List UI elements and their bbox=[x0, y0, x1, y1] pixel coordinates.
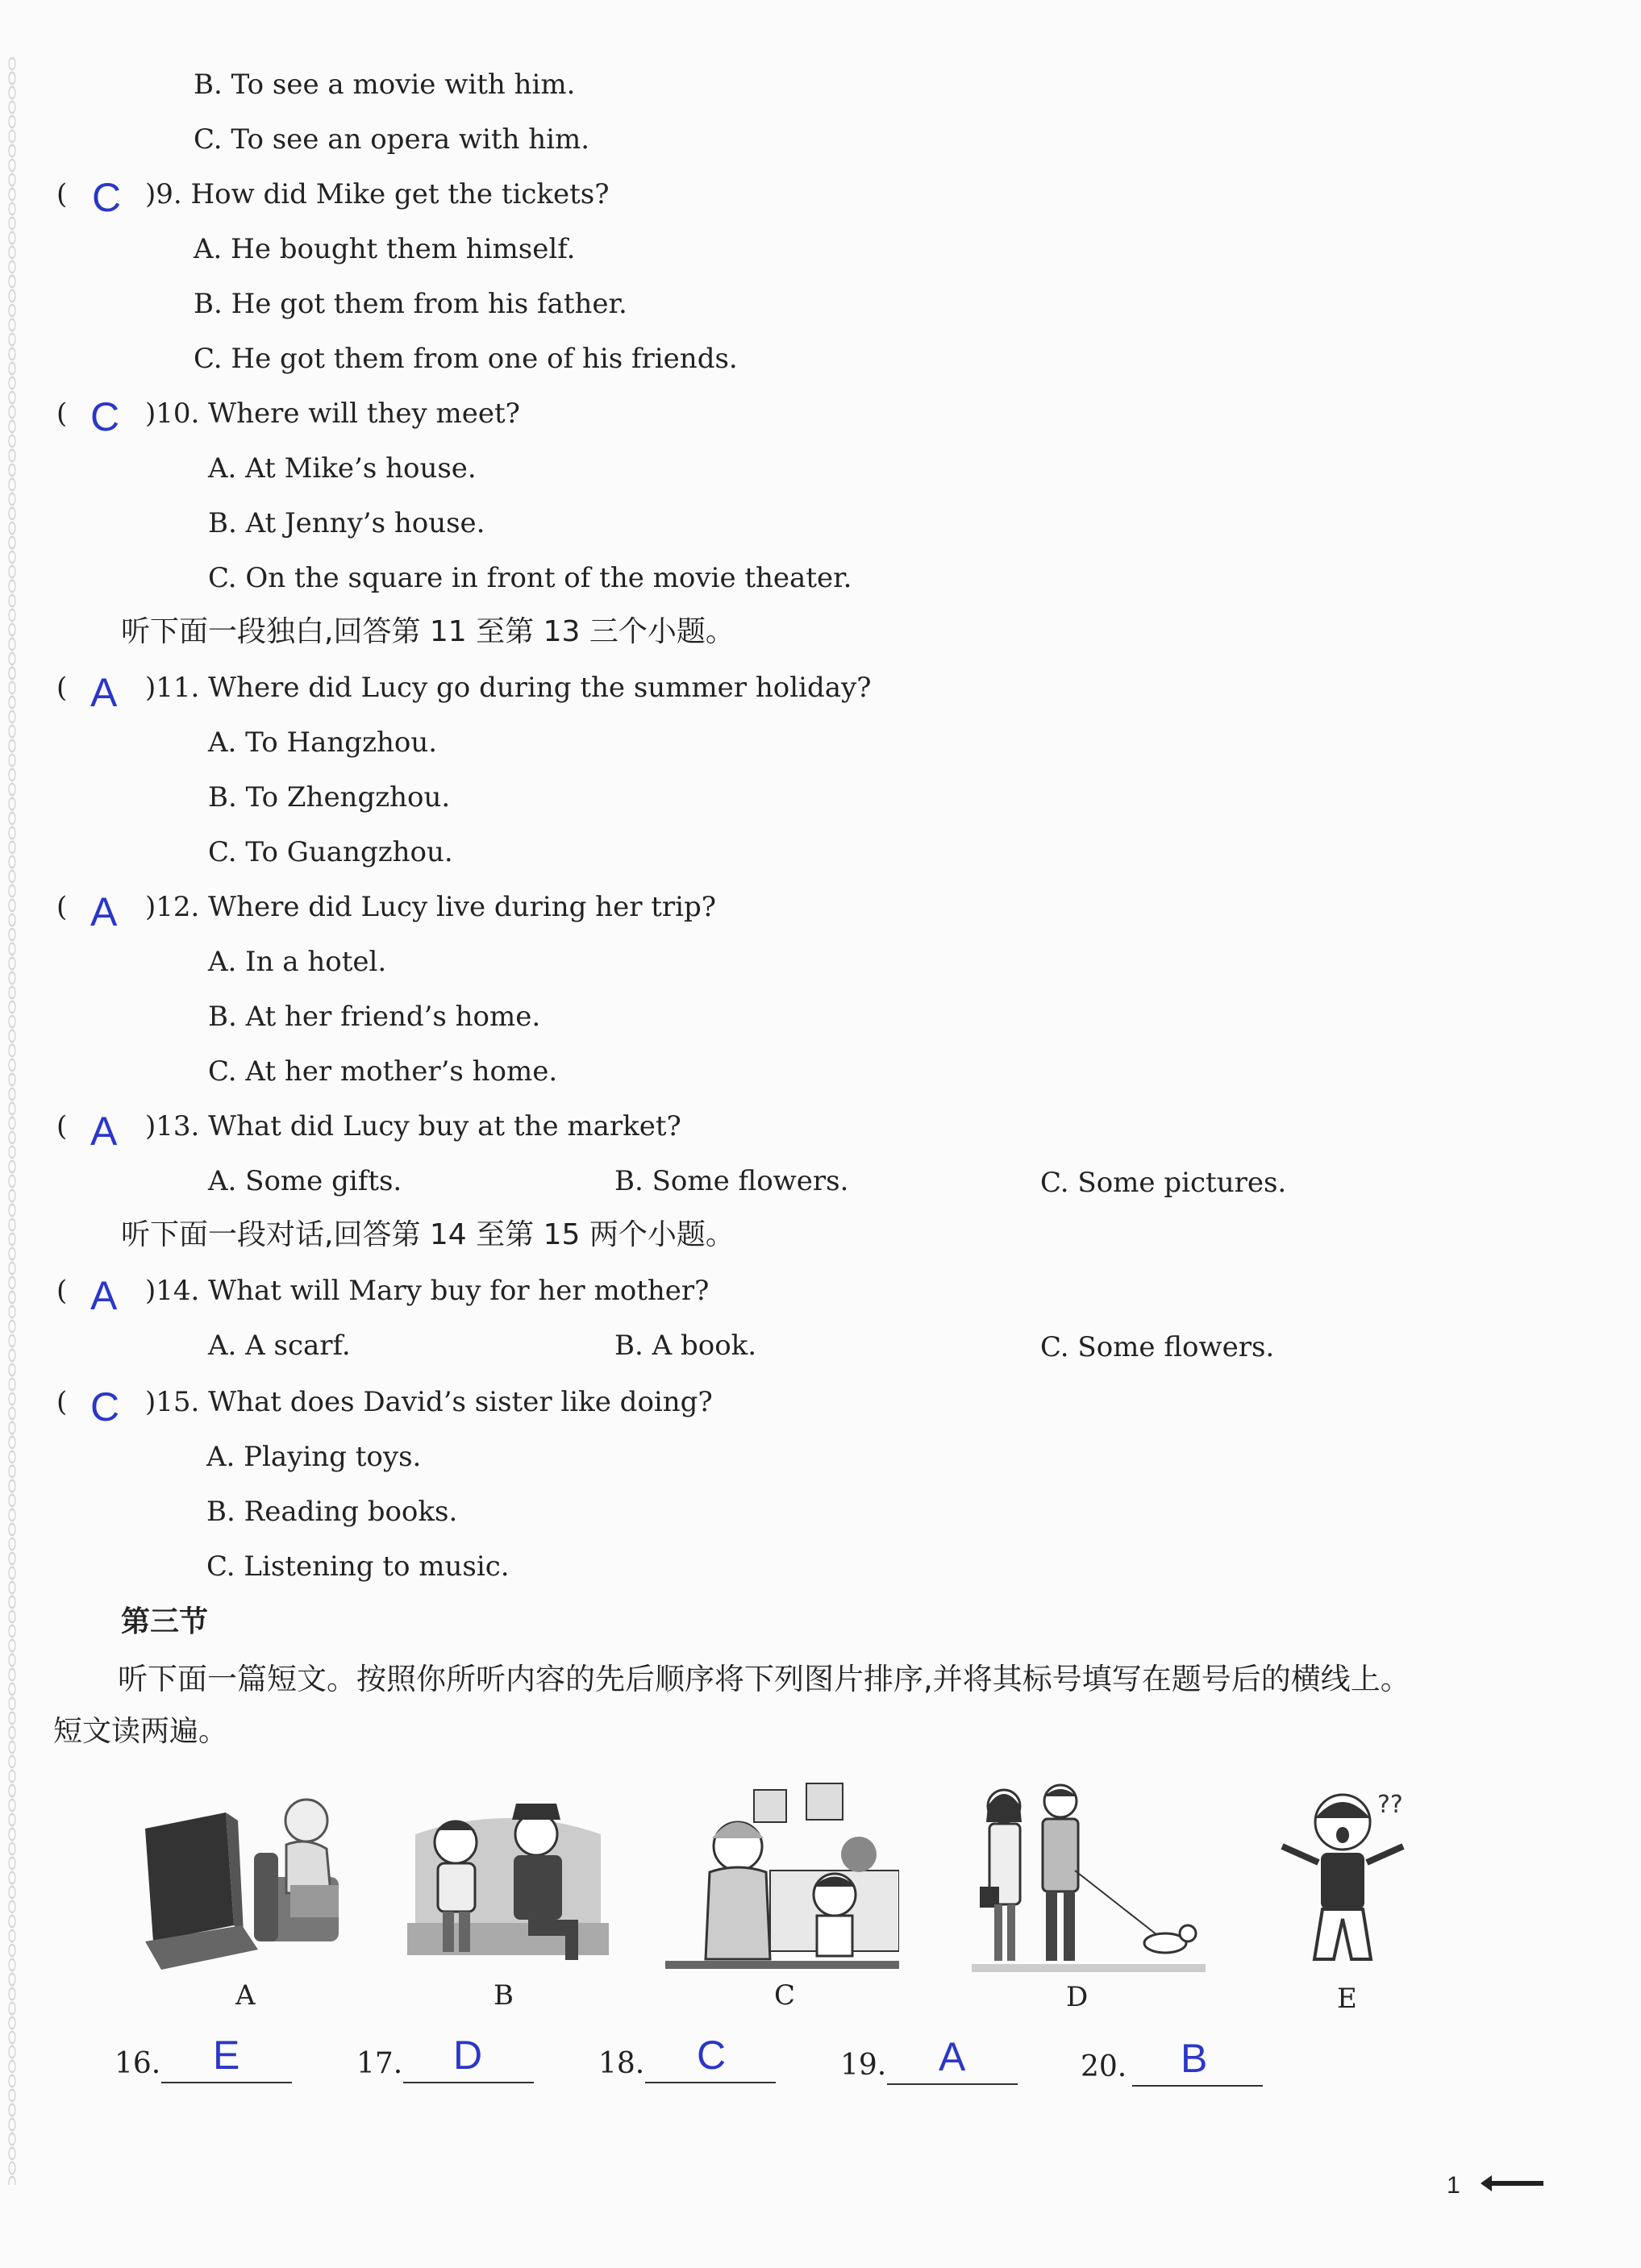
svg-text:??: ?? bbox=[1377, 1791, 1403, 1819]
picture-e-label: E bbox=[1337, 1983, 1357, 2015]
q14-option-b: B. A book. bbox=[614, 1330, 757, 1362]
answer-14: A bbox=[90, 1273, 118, 1318]
q15-option-b: B. Reading books. bbox=[206, 1496, 458, 1528]
open-paren: ( bbox=[56, 672, 68, 704]
picture-a-label: A bbox=[235, 1979, 256, 2012]
question-15: )15. What does David’s sister like doing? bbox=[145, 1386, 713, 1418]
section3-instruction-line1: 听下面一篇短文。按照你所听内容的先后顺序将下列图片排序,并将其标号填写在题号后的横线上。 bbox=[118, 1662, 1410, 1696]
section3-instruction-line2: 短文读两遍。 bbox=[53, 1715, 228, 1748]
open-paren: ( bbox=[56, 891, 68, 923]
blank-18-line bbox=[645, 2082, 776, 2083]
blank-18-answer: C bbox=[697, 2033, 727, 2078]
blank-19-number: 19. bbox=[840, 2049, 887, 2082]
answer-12: A bbox=[90, 889, 118, 934]
picture-c-label: C bbox=[774, 1979, 796, 2012]
answer-13: A bbox=[90, 1109, 118, 1154]
picture-d-couple-walking-dog bbox=[972, 1782, 1206, 1975]
q13-option-b: B. Some flowers. bbox=[614, 1165, 849, 1197]
question-12: )12. Where did Lucy live during her trip? bbox=[145, 891, 717, 923]
open-paren: ( bbox=[56, 397, 68, 430]
blank-17-answer: D bbox=[453, 2033, 483, 2078]
picture-b-label: B bbox=[494, 1979, 514, 2012]
blank-20-number: 20. bbox=[1081, 2050, 1127, 2083]
open-paren: ( bbox=[56, 178, 68, 210]
blank-19-line bbox=[887, 2083, 1018, 2085]
q9-option-b: B. He got them from his father. bbox=[194, 288, 627, 320]
q8-option-c: C. To see an opera with him. bbox=[194, 123, 590, 156]
blank-20-line bbox=[1132, 2085, 1263, 2087]
picture-e-confused-person bbox=[1266, 1782, 1427, 1975]
blank-19-answer: A bbox=[939, 2034, 966, 2079]
q9-option-a: A. He bought them himself. bbox=[194, 233, 576, 265]
binding-edge bbox=[5, 56, 19, 2185]
q12-option-c: C. At her mother’s home. bbox=[208, 1055, 558, 1088]
section3-title: 第三节 bbox=[121, 1605, 209, 1638]
page-number: 1 bbox=[1447, 2172, 1460, 2199]
q13-option-a: A. Some gifts. bbox=[208, 1165, 402, 1197]
picture-c-grandma-and-boy bbox=[665, 1782, 899, 1975]
q10-option-b: B. At Jenny’s house. bbox=[208, 507, 485, 539]
answer-9: C bbox=[92, 175, 122, 220]
q13-option-c: C. Some pictures. bbox=[1040, 1167, 1287, 1199]
blank-17-line bbox=[403, 2082, 534, 2083]
blank-17-number: 17. bbox=[356, 2047, 403, 2080]
question-14: )14. What will Mary buy for her mother? bbox=[145, 1275, 710, 1307]
q11-option-c: C. To Guangzhou. bbox=[208, 836, 453, 868]
q11-option-b: B. To Zhengzhou. bbox=[208, 781, 451, 814]
blank-18-number: 18. bbox=[598, 2047, 645, 2080]
picture-d-label: D bbox=[1066, 1981, 1089, 2013]
q15-option-a: A. Playing toys. bbox=[206, 1441, 422, 1473]
question-11: )11. Where did Lucy go during the summer holiday? bbox=[145, 672, 872, 704]
blank-16-number: 16. bbox=[115, 2047, 161, 2080]
question-13: )13. What did Lucy buy at the market? bbox=[145, 1110, 681, 1142]
q14-option-c: C. Some flowers. bbox=[1040, 1331, 1275, 1363]
q12-option-b: B. At her friend’s home. bbox=[208, 1001, 541, 1033]
q10-option-a: A. At Mike’s house. bbox=[208, 452, 477, 485]
instruction-monologue: 听下面一段独白,回答第 11 至第 13 三个小题。 bbox=[121, 615, 735, 648]
blank-16-line bbox=[161, 2082, 292, 2083]
left-arrow-icon bbox=[1481, 2174, 1545, 2193]
q11-option-a: A. To Hangzhou. bbox=[208, 726, 438, 759]
open-paren: ( bbox=[56, 1110, 68, 1142]
answer-11: A bbox=[90, 670, 118, 715]
question-9: )9. How did Mike get the tickets? bbox=[145, 178, 610, 210]
blank-20-answer: B bbox=[1181, 2036, 1208, 2081]
answer-10: C bbox=[90, 394, 120, 439]
q15-option-c: C. Listening to music. bbox=[206, 1550, 510, 1583]
question-10: )10. Where will they meet? bbox=[145, 397, 520, 430]
open-paren: ( bbox=[56, 1386, 68, 1418]
q8-option-b: B. To see a movie with him. bbox=[194, 69, 576, 101]
picture-b-boy-and-policeman bbox=[407, 1786, 609, 1971]
answer-15: C bbox=[90, 1384, 120, 1429]
instruction-dialogue: 听下面一段对话,回答第 14 至第 15 两个小题。 bbox=[121, 1218, 735, 1251]
open-paren: ( bbox=[56, 1275, 68, 1307]
picture-a-watching-tv bbox=[137, 1780, 355, 1974]
q9-option-c: C. He got them from one of his friends. bbox=[194, 343, 738, 375]
q14-option-a: A. A scarf. bbox=[208, 1330, 351, 1362]
q12-option-a: A. In a hotel. bbox=[208, 946, 387, 978]
blank-16-answer: E bbox=[213, 2033, 240, 2078]
q10-option-c: C. On the square in front of the movie theater. bbox=[208, 562, 852, 594]
